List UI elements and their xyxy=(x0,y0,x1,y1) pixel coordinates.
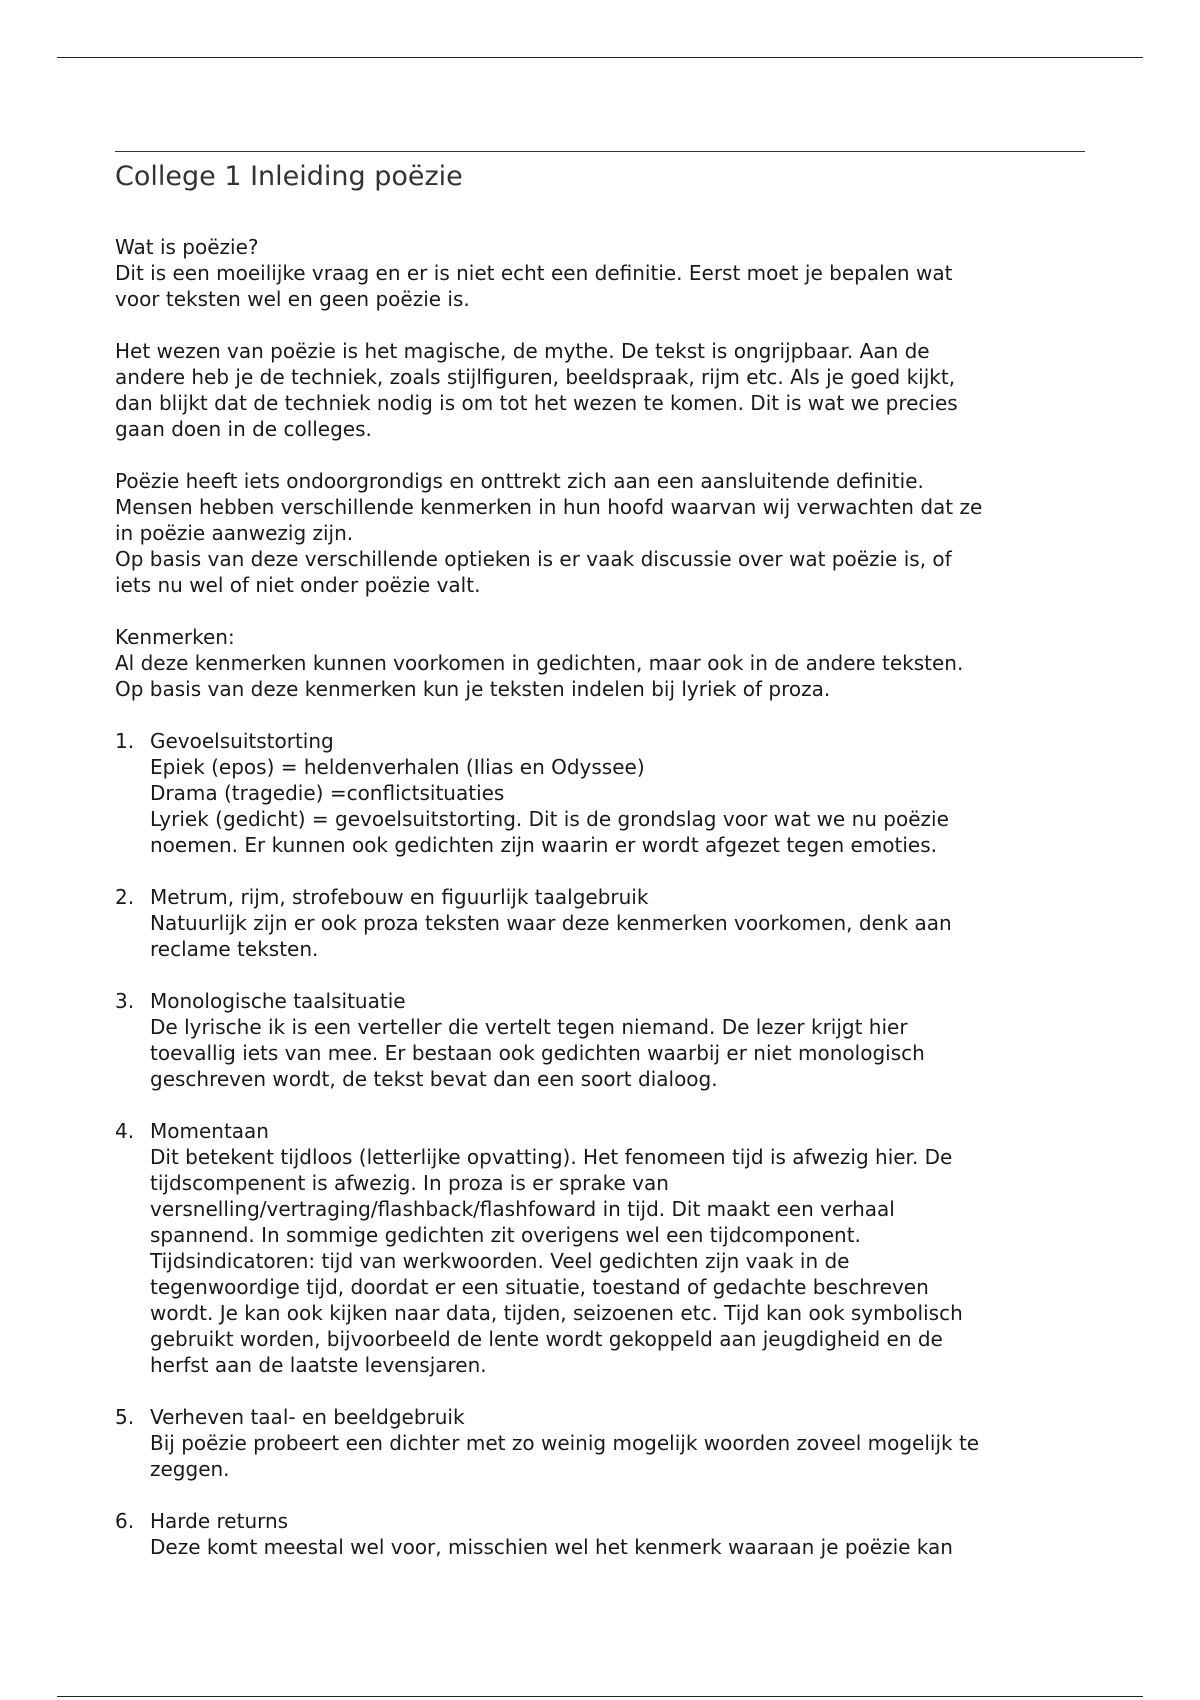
title-rule xyxy=(115,151,1085,152)
document-content xyxy=(115,151,1085,1560)
paragraph-line: Wat is poëzie? xyxy=(115,235,259,259)
list-item-heading: Verheven taal- en beeldgebruik xyxy=(150,1405,465,1429)
list-item-line: Natuurlijk zijn er ook proza teksten waar deze kenmerken voorkomen, denk aan xyxy=(150,911,952,935)
list-number: 5. xyxy=(115,1405,135,1429)
list-number: 4. xyxy=(115,1119,135,1143)
list-item xyxy=(115,1508,1085,1560)
list-item-line: tegenwoordige tijd, doordat er een situatie, toestand of gedachte beschreven xyxy=(150,1275,929,1299)
list-item-heading: Momentaan xyxy=(150,1119,269,1143)
paragraph-line: Mensen hebben verschillende kenmerken in hun hoofd waarvan wij verwachten dat ze xyxy=(115,495,983,519)
list-spacer xyxy=(115,1482,1085,1508)
list-item-line: Lyriek (gedicht) = gevoelsuitstorting. Dit is de grondslag voor wat we nu poëzie xyxy=(150,807,949,831)
list-item-line: Deze komt meestal wel voor, misschien wel het kenmerk waaraan je poëzie kan xyxy=(150,1535,953,1559)
list-item-heading: Metrum, rijm, strofebouw en figuurlijk taalgebruik xyxy=(150,885,649,909)
list-number: 1. xyxy=(115,729,135,753)
list-item-line: Epiek (epos) = heldenverhalen (Ilias en Odyssee) xyxy=(150,755,645,779)
paragraph xyxy=(115,338,1085,442)
list-item-line: geschreven wordt, de tekst bevat dan een soort dialoog. xyxy=(150,1067,718,1091)
list-number: 6. xyxy=(115,1509,135,1533)
list-item xyxy=(115,884,1085,962)
page-bottom-rule xyxy=(57,1696,1143,1697)
paragraph-line: Kenmerken: xyxy=(115,625,235,649)
list-item-line: noemen. Er kunnen ook gedichten zijn waarin er wordt afgezet tegen emoties. xyxy=(150,833,938,857)
list-item-line: versnelling/vertraging/flashback/flashfoward in tijd. Dit maakt een verhaal xyxy=(150,1197,895,1221)
paragraph xyxy=(115,468,1085,598)
list-number: 3. xyxy=(115,989,135,1013)
paragraph-line: Het wezen van poëzie is het magische, de mythe. De tekst is ongrijpbaar. Aan de xyxy=(115,339,930,363)
document-title: College 1 Inleiding poëzie xyxy=(115,161,463,192)
list-item xyxy=(115,1118,1085,1378)
paragraph-line: Poëzie heeft iets ondoorgrondigs en onttrekt zich aan een aansluitende definitie. xyxy=(115,469,924,493)
paragraph-line: dan blijkt dat de techniek nodig is om tot het wezen te komen. Dit is wat we precies xyxy=(115,391,958,415)
list-item-line: Tijdsindicatoren: tijd van werkwoorden. Veel gedichten zijn vaak in de xyxy=(150,1249,850,1273)
list-item-line: gebruikt worden, bijvoorbeeld de lente wordt gekoppeld aan jeugdigheid en de xyxy=(150,1327,943,1351)
paragraph-line: Al deze kenmerken kunnen voorkomen in gedichten, maar ook in de andere teksten. xyxy=(115,651,964,675)
list-item-line: reclame teksten. xyxy=(150,937,319,961)
list-spacer xyxy=(115,858,1085,884)
list-spacer xyxy=(115,1092,1085,1118)
list-item xyxy=(115,988,1085,1092)
paragraph-line: Op basis van deze kenmerken kun je teksten indelen bij lyriek of proza. xyxy=(115,677,831,701)
list-item-line: Drama (tragedie) =conflictsituaties xyxy=(150,781,505,805)
list-item-line: Dit betekent tijdloos (letterlijke opvatting). Het fenomeen tijd is afwezig hier. De xyxy=(150,1145,953,1169)
paragraph xyxy=(115,624,1085,702)
paragraph-line: Op basis van deze verschillende optieken is er vaak discussie over wat poëzie is, of xyxy=(115,547,952,571)
list-item-line: tijdscompenent is afwezig. In proza is er sprake van xyxy=(150,1171,669,1195)
paragraph-line: andere heb je de techniek, zoals stijlfiguren, beeldspraak, rijm etc. Als je goed kijkt, xyxy=(115,365,956,389)
page-top-rule xyxy=(57,57,1143,58)
paragraph xyxy=(115,234,1085,312)
list-number: 2. xyxy=(115,885,135,909)
list-item-line: De lyrische ik is een verteller die vertelt tegen niemand. De lezer krijgt hier xyxy=(150,1015,908,1039)
list-item-line: Bij poëzie probeert een dichter met zo weinig mogelijk woorden zoveel mogelijk te xyxy=(150,1431,980,1455)
paragraph-line: iets nu wel of niet onder poëzie valt. xyxy=(115,573,481,597)
list-item-heading: Gevoelsuitstorting xyxy=(150,729,334,753)
paragraph-line: in poëzie aanwezig zijn. xyxy=(115,521,354,545)
paragraph-line: Dit is een moeilijke vraag en er is niet echt een definitie. Eerst moet je bepalen wat xyxy=(115,261,953,285)
list-item-heading: Harde returns xyxy=(150,1509,289,1533)
paragraph-line: voor teksten wel en geen poëzie is. xyxy=(115,287,470,311)
list-item-heading: Monologische taalsituatie xyxy=(150,989,406,1013)
features-list xyxy=(115,728,1085,1560)
list-item-line: toevallig iets van mee. Er bestaan ook gedichten waarbij er niet monologisch xyxy=(150,1041,925,1065)
list-item-line: wordt. Je kan ook kijken naar data, tijden, seizoenen etc. Tijd kan ook symbolisch xyxy=(150,1301,963,1325)
paragraph-line: gaan doen in de colleges. xyxy=(115,417,372,441)
list-spacer xyxy=(115,962,1085,988)
list-item-line: zeggen. xyxy=(150,1457,230,1481)
list-item-line: spannend. In sommige gedichten zit overigens wel een tijdcomponent. xyxy=(150,1223,861,1247)
paragraphs xyxy=(115,234,1085,728)
list-spacer xyxy=(115,1378,1085,1404)
list-item xyxy=(115,728,1085,858)
list-item xyxy=(115,1404,1085,1482)
list-item-line: herfst aan de laatste levensjaren. xyxy=(150,1353,487,1377)
